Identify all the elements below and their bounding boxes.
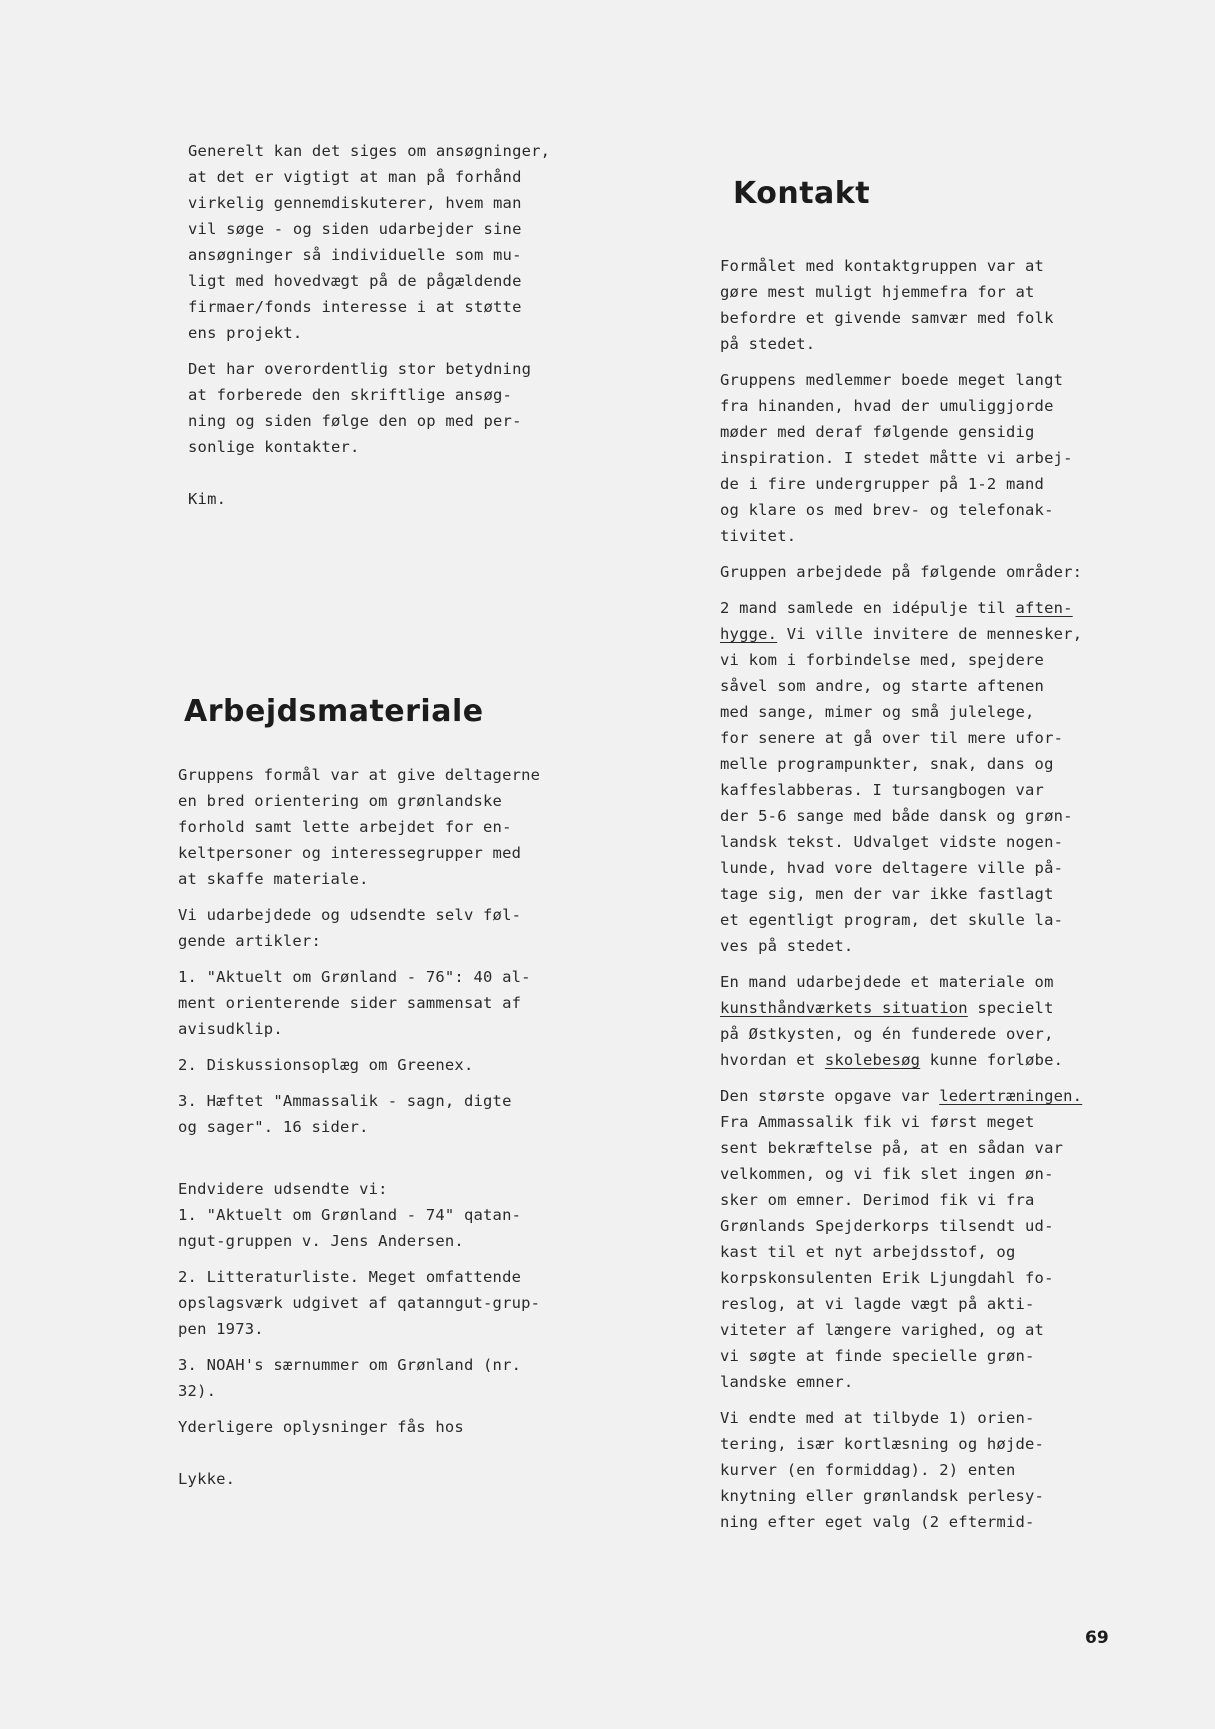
kontakt-purpose-paragraph: Formålet med kontaktgruppen var at gøre mest muligt hjemmefra for at befordre et givende samvær med folk på stedet. — [720, 257, 1054, 353]
list-item: 2. Diskussionsoplæg om Greenex. — [178, 1056, 474, 1074]
signature-kim: Kim. — [188, 490, 227, 508]
areas-intro: Gruppen arbejdede på følgende områder: — [720, 563, 1083, 581]
also-sent-paragraph: Endvidere udsendte vi: 1. "Aktuelt om Grønland - 74" qatan- ngut-gruppen v. Jens Andersen. — [178, 1180, 522, 1250]
kontakt-heading: Kontakt — [733, 176, 871, 211]
list-item: 3. Hæftet "Ammassalik - sagn, digte og sager". 16 sider. — [178, 1092, 512, 1136]
kunsthaandvaerk-paragraph: En mand udarbejdede et materiale om kunsthåndværkets situation specielt på Østkysten, og én funderede over, hvordan et skolebesøg kunne forløbe. — [720, 973, 1064, 1069]
kunsthaandvaerk-term: kunsthåndværkets situation — [720, 999, 968, 1017]
left-top-column — [188, 138, 608, 522]
aftenhygge-term-cont: hygge. — [720, 625, 778, 643]
list-item: 1. "Aktuelt om Grønland - 76": 40 al- ment orienterende sider sammensat af avisudklip. — [178, 968, 531, 1038]
list-item: 2. Litteraturliste. Meget omfattende opslagsværk udgivet af qatanngut-grup- pen 1973. — [178, 1268, 541, 1338]
purpose-paragraph: Gruppens formål var at give deltagerne en bred orientering om grønlandske forhold samt lette arbejdet for en- keltpersoner og interessegrupper med at skaffe materiale. — [178, 766, 541, 888]
kontakt-column — [720, 253, 1140, 1545]
aftenhygge-term: aften- — [1015, 599, 1073, 617]
articles-intro: Vi udarbejdede og udsendte selv føl- gende artikler: — [178, 906, 522, 950]
ledertraening-paragraph: Den største opgave var ledertræningen. Fra Ammassalik fik vi først meget sent bekræftelse på, at en sådan var velkommen, og vi fik slet ingen øn- sker om emner. Derimod fik vi fra Grønlands Spejderkorps tilsendt ud- kast til et nyt arbejdsstof, og korpskonsulenten Erik Ljungdahl fo- reslog, at vi lagde vægt på akti- viteter af længere varighed, og at vi søgte at finde specielle grøn- landske emner. — [720, 1087, 1083, 1391]
ledertraening-term: ledertræningen. — [939, 1087, 1083, 1105]
aftenhygge-paragraph: 2 mand samlede en idépulje til aften- hygge. Vi ville invitere de mennesker, vi kom i forbindelse med, spejdere såvel som andre, og starte aftenen med sange, mimer og små julelege, for senere at gå over til mere ufor- melle programpunkter, snak, dans og kaffeslabberas. I tursangbogen var der 5-6 sange med både dansk og grøn- landsk tekst. Udvalget vidste nogen- lunde, hvad vore deltagere ville på- tage sig, men der var ikke fastlagt et egentligt program, det skulle la- ves på stedet. — [720, 599, 1083, 955]
skolebesoeg-term: skolebesøg — [824, 1051, 921, 1069]
list-item: 3. NOAH's særnummer om Grønland (nr. 32). — [178, 1356, 522, 1400]
members-paragraph: Gruppens medlemmer boede meget langt fra hinanden, hvad der umuliggjorde møder med deraf følgende gensidig inspiration. I stedet måtte vi arbej- de i fire undergrupper på 1-2 mand og klare os med brev- og telefonak- tivitet. — [720, 371, 1073, 545]
applications-paragraph: Generelt kan det siges om ansøgninger, at det er vigtigt at man på forhånd virkelig gennemdiskuterer, hvem man vil søge - og siden udarbejder sine ansøgninger så individuelle som mu- ligt med hovedvægt på de pågældende firmaer/fonds interesse i at støtte ens projekt. — [188, 142, 551, 342]
page-number: 69 — [1085, 1628, 1109, 1648]
arbejdsmateriale-column — [178, 762, 598, 1502]
offer-paragraph: Vi endte med at tilbyde 1) orien- tering, især kortlæsning og højde- kurver (en formiddag). 2) enten knytning eller grønlandsk perlesy- ning efter eget valg (2 eftermid- — [720, 1409, 1045, 1531]
signature-lykke: Lykke. — [178, 1470, 236, 1488]
more-info-line: Yderligere oplysninger fås hos — [178, 1418, 464, 1436]
arbejdsmateriale-heading: Arbejdsmateriale — [184, 694, 484, 729]
followup-paragraph: Det har overordentlig stor betydning at forberede den skriftlige ansøg- ning og siden følge den op med per- sonlige kontakter. — [188, 360, 532, 456]
